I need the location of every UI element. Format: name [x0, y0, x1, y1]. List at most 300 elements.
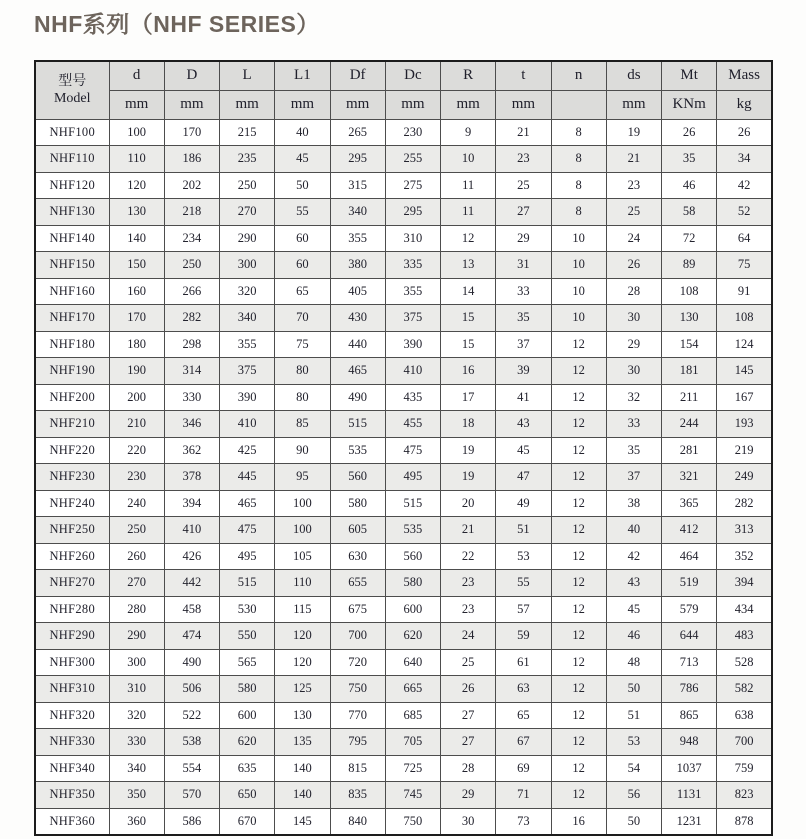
- table-cell-dc: 560: [385, 543, 440, 570]
- model-cell: NHF110: [35, 146, 109, 173]
- table-cell-l1: 75: [275, 331, 330, 358]
- table-cell-d: 320: [109, 702, 164, 729]
- table-cell-r: 26: [441, 676, 496, 703]
- table-cell-mt: 281: [662, 437, 717, 464]
- header-cell-l1: L1: [275, 61, 330, 90]
- model-cell: NHF290: [35, 623, 109, 650]
- table-cell-mass: 249: [717, 464, 772, 491]
- table-cell-ds: 30: [606, 305, 661, 332]
- table-cell-mt: 365: [662, 490, 717, 517]
- table-cell-ds: 51: [606, 702, 661, 729]
- table-cell-mass: 638: [717, 702, 772, 729]
- table-row-nhf240: [35, 490, 772, 517]
- table-cell-mt: 1037: [662, 755, 717, 782]
- model-cell: NHF130: [35, 199, 109, 226]
- header-row-units: [35, 90, 772, 119]
- table-cell-r: 30: [441, 808, 496, 835]
- unit-cell-l: mm: [220, 90, 275, 119]
- table-cell-ds: 50: [606, 808, 661, 835]
- table-cell-d: 300: [109, 649, 164, 676]
- table-cell-r: 15: [441, 305, 496, 332]
- table-cell-t: 45: [496, 437, 551, 464]
- table-cell-d: 218: [164, 199, 219, 226]
- table-cell-mass: 219: [717, 437, 772, 464]
- table-cell-d: 340: [109, 755, 164, 782]
- table-cell-dc: 475: [385, 437, 440, 464]
- table-cell-d: 474: [164, 623, 219, 650]
- table-cell-l: 620: [220, 729, 275, 756]
- table-row-nhf230: [35, 464, 772, 491]
- table-cell-df: 815: [330, 755, 385, 782]
- table-cell-ds: 33: [606, 411, 661, 438]
- table-cell-t: 49: [496, 490, 551, 517]
- model-cell: NHF200: [35, 384, 109, 411]
- table-cell-r: 13: [441, 252, 496, 279]
- table-cell-n: 8: [551, 119, 606, 146]
- table-cell-d: 100: [109, 119, 164, 146]
- table-cell-mass: 394: [717, 570, 772, 597]
- table-cell-ds: 19: [606, 119, 661, 146]
- header-cell-df: Df: [330, 61, 385, 90]
- table-cell-df: 380: [330, 252, 385, 279]
- table-cell-df: 840: [330, 808, 385, 835]
- table-cell-d: 150: [109, 252, 164, 279]
- table-row-nhf290: [35, 623, 772, 650]
- table-cell-l: 410: [220, 411, 275, 438]
- table-cell-df: 560: [330, 464, 385, 491]
- table-cell-d: 234: [164, 225, 219, 252]
- header-cell-model: [35, 61, 109, 119]
- table-cell-df: 430: [330, 305, 385, 332]
- model-cell: NHF270: [35, 570, 109, 597]
- table-cell-r: 24: [441, 623, 496, 650]
- table-row-nhf360: [35, 808, 772, 835]
- table-cell-l: 565: [220, 649, 275, 676]
- table-cell-d: 394: [164, 490, 219, 517]
- table-row-nhf320: [35, 702, 772, 729]
- table-cell-df: 720: [330, 649, 385, 676]
- table-cell-l: 320: [220, 278, 275, 305]
- table-cell-l1: 120: [275, 623, 330, 650]
- unit-cell-df: mm: [330, 90, 385, 119]
- table-cell-mt: 519: [662, 570, 717, 597]
- table-cell-dc: 335: [385, 252, 440, 279]
- table-cell-r: 14: [441, 278, 496, 305]
- table-cell-l: 290: [220, 225, 275, 252]
- table-cell-ds: 23: [606, 172, 661, 199]
- table-cell-df: 265: [330, 119, 385, 146]
- table-cell-d: 230: [109, 464, 164, 491]
- table-cell-t: 63: [496, 676, 551, 703]
- table-cell-ds: 40: [606, 517, 661, 544]
- table-cell-d: 120: [109, 172, 164, 199]
- table-cell-l: 465: [220, 490, 275, 517]
- table-cell-t: 35: [496, 305, 551, 332]
- table-cell-r: 27: [441, 729, 496, 756]
- table-cell-t: 43: [496, 411, 551, 438]
- table-cell-mt: 89: [662, 252, 717, 279]
- table-row-nhf130: [35, 199, 772, 226]
- table-cell-l1: 90: [275, 437, 330, 464]
- table-cell-dc: 455: [385, 411, 440, 438]
- table-cell-l: 340: [220, 305, 275, 332]
- model-cell: NHF160: [35, 278, 109, 305]
- table-cell-t: 51: [496, 517, 551, 544]
- table-cell-l1: 60: [275, 252, 330, 279]
- table-cell-t: 55: [496, 570, 551, 597]
- unit-cell-d: mm: [164, 90, 219, 119]
- table-cell-r: 18: [441, 411, 496, 438]
- table-cell-l: 375: [220, 358, 275, 385]
- table-cell-df: 605: [330, 517, 385, 544]
- table-cell-mass: 167: [717, 384, 772, 411]
- table-cell-mass: 193: [717, 411, 772, 438]
- unit-cell-l1: mm: [275, 90, 330, 119]
- table-cell-mt: 72: [662, 225, 717, 252]
- table-row-nhf110: [35, 146, 772, 173]
- table-cell-d: 290: [109, 623, 164, 650]
- table-cell-dc: 640: [385, 649, 440, 676]
- table-cell-l1: 80: [275, 358, 330, 385]
- table-cell-r: 27: [441, 702, 496, 729]
- table-cell-ds: 56: [606, 782, 661, 809]
- table-cell-t: 23: [496, 146, 551, 173]
- unit-cell-n: [551, 90, 606, 119]
- table-cell-d: 346: [164, 411, 219, 438]
- table-cell-dc: 685: [385, 702, 440, 729]
- table-cell-d: 522: [164, 702, 219, 729]
- table-cell-mt: 211: [662, 384, 717, 411]
- table-cell-n: 8: [551, 172, 606, 199]
- table-cell-mt: 713: [662, 649, 717, 676]
- table-cell-n: 12: [551, 464, 606, 491]
- table-cell-mt: 1131: [662, 782, 717, 809]
- table-cell-r: 28: [441, 755, 496, 782]
- table-cell-d: 538: [164, 729, 219, 756]
- table-cell-mt: 130: [662, 305, 717, 332]
- table-cell-df: 405: [330, 278, 385, 305]
- model-cell: NHF330: [35, 729, 109, 756]
- table-cell-n: 12: [551, 570, 606, 597]
- table-cell-l1: 40: [275, 119, 330, 146]
- table-cell-t: 73: [496, 808, 551, 835]
- table-cell-df: 295: [330, 146, 385, 173]
- table-cell-t: 69: [496, 755, 551, 782]
- table-cell-ds: 25: [606, 199, 661, 226]
- table-cell-mt: 644: [662, 623, 717, 650]
- table-cell-l1: 140: [275, 782, 330, 809]
- table-cell-l1: 105: [275, 543, 330, 570]
- table-cell-r: 23: [441, 570, 496, 597]
- table-cell-d: 180: [109, 331, 164, 358]
- table-cell-l: 235: [220, 146, 275, 173]
- table-cell-d: 586: [164, 808, 219, 835]
- table-cell-l: 670: [220, 808, 275, 835]
- table-cell-mass: 313: [717, 517, 772, 544]
- table-cell-l1: 85: [275, 411, 330, 438]
- table-cell-l: 355: [220, 331, 275, 358]
- table-cell-dc: 620: [385, 623, 440, 650]
- table-cell-l: 300: [220, 252, 275, 279]
- table-cell-d: 442: [164, 570, 219, 597]
- table-cell-l1: 120: [275, 649, 330, 676]
- table-cell-mass: 282: [717, 490, 772, 517]
- table-cell-mt: 1231: [662, 808, 717, 835]
- header-cell-r: R: [441, 61, 496, 90]
- header-cell-t: t: [496, 61, 551, 90]
- table-cell-r: 29: [441, 782, 496, 809]
- table-cell-l1: 60: [275, 225, 330, 252]
- table-cell-mass: 582: [717, 676, 772, 703]
- table-cell-r: 19: [441, 464, 496, 491]
- table-cell-r: 20: [441, 490, 496, 517]
- header-cell-n: n: [551, 61, 606, 90]
- table-cell-n: 12: [551, 596, 606, 623]
- model-cell: NHF150: [35, 252, 109, 279]
- table-cell-df: 835: [330, 782, 385, 809]
- table-cell-dc: 600: [385, 596, 440, 623]
- table-cell-l1: 130: [275, 702, 330, 729]
- table-cell-d: 570: [164, 782, 219, 809]
- table-cell-mass: 434: [717, 596, 772, 623]
- table-cell-r: 16: [441, 358, 496, 385]
- table-cell-r: 21: [441, 517, 496, 544]
- table-cell-n: 12: [551, 358, 606, 385]
- table-cell-dc: 255: [385, 146, 440, 173]
- table-cell-dc: 295: [385, 199, 440, 226]
- model-cell: NHF230: [35, 464, 109, 491]
- table-cell-df: 675: [330, 596, 385, 623]
- table-cell-dc: 750: [385, 808, 440, 835]
- table-cell-n: 12: [551, 384, 606, 411]
- table-cell-d: 282: [164, 305, 219, 332]
- model-cell: NHF280: [35, 596, 109, 623]
- table-row-nhf100: [35, 119, 772, 146]
- table-cell-l: 650: [220, 782, 275, 809]
- table-cell-l: 390: [220, 384, 275, 411]
- model-cell: NHF360: [35, 808, 109, 835]
- table-cell-mt: 865: [662, 702, 717, 729]
- table-cell-mt: 464: [662, 543, 717, 570]
- model-cell: NHF300: [35, 649, 109, 676]
- table-cell-df: 770: [330, 702, 385, 729]
- table-cell-mass: 34: [717, 146, 772, 173]
- table-cell-d: 110: [109, 146, 164, 173]
- table-row-nhf270: [35, 570, 772, 597]
- model-cell: NHF240: [35, 490, 109, 517]
- model-cell: NHF100: [35, 119, 109, 146]
- table-cell-l1: 135: [275, 729, 330, 756]
- table-cell-mass: 91: [717, 278, 772, 305]
- table-cell-r: 23: [441, 596, 496, 623]
- table-cell-d: 330: [164, 384, 219, 411]
- model-cell: NHF220: [35, 437, 109, 464]
- table-cell-n: 12: [551, 490, 606, 517]
- unit-cell-dc: mm: [385, 90, 440, 119]
- table-cell-d: 202: [164, 172, 219, 199]
- header-cell-l: L: [220, 61, 275, 90]
- table-cell-l1: 125: [275, 676, 330, 703]
- model-cell: NHF310: [35, 676, 109, 703]
- table-cell-mt: 46: [662, 172, 717, 199]
- table-cell-n: 12: [551, 649, 606, 676]
- model-cell: NHF140: [35, 225, 109, 252]
- table-cell-n: 12: [551, 755, 606, 782]
- table-cell-l: 495: [220, 543, 275, 570]
- table-cell-d: 170: [109, 305, 164, 332]
- table-row-nhf220: [35, 437, 772, 464]
- table-cell-mt: 412: [662, 517, 717, 544]
- table-cell-d: 220: [109, 437, 164, 464]
- table-row-nhf190: [35, 358, 772, 385]
- table-cell-r: 10: [441, 146, 496, 173]
- table-cell-d: 190: [109, 358, 164, 385]
- table-row-nhf140: [35, 225, 772, 252]
- unit-cell-mass: kg: [717, 90, 772, 119]
- table-cell-r: 11: [441, 172, 496, 199]
- table-cell-dc: 665: [385, 676, 440, 703]
- table-cell-r: 11: [441, 199, 496, 226]
- model-cell: NHF170: [35, 305, 109, 332]
- table-row-nhf300: [35, 649, 772, 676]
- table-cell-l: 475: [220, 517, 275, 544]
- table-cell-t: 65: [496, 702, 551, 729]
- table-cell-dc: 705: [385, 729, 440, 756]
- table-row-nhf160: [35, 278, 772, 305]
- table-cell-d: 170: [164, 119, 219, 146]
- unit-cell-ds: mm: [606, 90, 661, 119]
- table-row-nhf280: [35, 596, 772, 623]
- table-cell-l: 580: [220, 676, 275, 703]
- table-cell-mt: 181: [662, 358, 717, 385]
- table-cell-d: 310: [109, 676, 164, 703]
- table-row-nhf310: [35, 676, 772, 703]
- table-cell-mass: 483: [717, 623, 772, 650]
- table-cell-mass: 124: [717, 331, 772, 358]
- table-cell-l: 270: [220, 199, 275, 226]
- table-cell-n: 10: [551, 305, 606, 332]
- table-cell-l: 515: [220, 570, 275, 597]
- table-cell-mass: 878: [717, 808, 772, 835]
- table-cell-ds: 21: [606, 146, 661, 173]
- table-cell-d: 360: [109, 808, 164, 835]
- table-cell-n: 12: [551, 517, 606, 544]
- table-cell-r: 22: [441, 543, 496, 570]
- table-cell-d: 186: [164, 146, 219, 173]
- table-cell-l1: 115: [275, 596, 330, 623]
- table-cell-ds: 32: [606, 384, 661, 411]
- table-cell-l1: 70: [275, 305, 330, 332]
- table-cell-df: 515: [330, 411, 385, 438]
- table-cell-l1: 50: [275, 172, 330, 199]
- table-cell-l: 635: [220, 755, 275, 782]
- model-cell: NHF190: [35, 358, 109, 385]
- table-cell-d: 314: [164, 358, 219, 385]
- table-cell-dc: 580: [385, 570, 440, 597]
- table-cell-t: 71: [496, 782, 551, 809]
- table-cell-mass: 528: [717, 649, 772, 676]
- table-cell-dc: 495: [385, 464, 440, 491]
- table-cell-l1: 100: [275, 490, 330, 517]
- table-cell-ds: 35: [606, 437, 661, 464]
- table-cell-n: 12: [551, 623, 606, 650]
- table-cell-d: 330: [109, 729, 164, 756]
- table-cell-l1: 95: [275, 464, 330, 491]
- table-cell-d: 250: [164, 252, 219, 279]
- table-cell-ds: 53: [606, 729, 661, 756]
- nhf-series-table: [34, 60, 773, 836]
- table-cell-mt: 579: [662, 596, 717, 623]
- table-cell-df: 580: [330, 490, 385, 517]
- table-cell-d: 350: [109, 782, 164, 809]
- table-cell-mt: 26: [662, 119, 717, 146]
- table-cell-l: 425: [220, 437, 275, 464]
- table-cell-l: 445: [220, 464, 275, 491]
- table-cell-mass: 26: [717, 119, 772, 146]
- table-cell-ds: 48: [606, 649, 661, 676]
- table-cell-n: 8: [551, 146, 606, 173]
- table-cell-ds: 45: [606, 596, 661, 623]
- header-cell-mt: Mt: [662, 61, 717, 90]
- table-cell-dc: 375: [385, 305, 440, 332]
- table-row-nhf350: [35, 782, 772, 809]
- table-cell-mass: 52: [717, 199, 772, 226]
- table-cell-r: 9: [441, 119, 496, 146]
- table-cell-df: 750: [330, 676, 385, 703]
- table-cell-ds: 54: [606, 755, 661, 782]
- table-cell-n: 12: [551, 782, 606, 809]
- table-cell-dc: 745: [385, 782, 440, 809]
- table-row-nhf200: [35, 384, 772, 411]
- table-cell-t: 33: [496, 278, 551, 305]
- table-cell-df: 490: [330, 384, 385, 411]
- header-cell-dc: Dc: [385, 61, 440, 90]
- table-cell-d: 554: [164, 755, 219, 782]
- table-cell-mass: 352: [717, 543, 772, 570]
- table-cell-mass: 42: [717, 172, 772, 199]
- table-cell-t: 59: [496, 623, 551, 650]
- unit-cell-t: mm: [496, 90, 551, 119]
- table-row-nhf150: [35, 252, 772, 279]
- table-cell-n: 12: [551, 543, 606, 570]
- table-cell-mass: 823: [717, 782, 772, 809]
- table-cell-n: 12: [551, 411, 606, 438]
- table-cell-d: 506: [164, 676, 219, 703]
- table-cell-df: 655: [330, 570, 385, 597]
- table-cell-df: 535: [330, 437, 385, 464]
- table-cell-ds: 43: [606, 570, 661, 597]
- table-cell-n: 16: [551, 808, 606, 835]
- table-cell-l: 215: [220, 119, 275, 146]
- table-cell-d: 280: [109, 596, 164, 623]
- table-cell-d: 200: [109, 384, 164, 411]
- table-cell-r: 15: [441, 331, 496, 358]
- header-cell-ds: ds: [606, 61, 661, 90]
- table-cell-t: 61: [496, 649, 551, 676]
- table-cell-d: 260: [109, 543, 164, 570]
- table-cell-l1: 55: [275, 199, 330, 226]
- table-cell-dc: 355: [385, 278, 440, 305]
- model-header-sublabel: Model: [53, 91, 91, 107]
- table-cell-l: 250: [220, 172, 275, 199]
- table-cell-n: 12: [551, 676, 606, 703]
- table-cell-dc: 515: [385, 490, 440, 517]
- table-cell-d: 140: [109, 225, 164, 252]
- table-cell-t: 47: [496, 464, 551, 491]
- table-cell-dc: 275: [385, 172, 440, 199]
- table-cell-t: 21: [496, 119, 551, 146]
- table-cell-df: 700: [330, 623, 385, 650]
